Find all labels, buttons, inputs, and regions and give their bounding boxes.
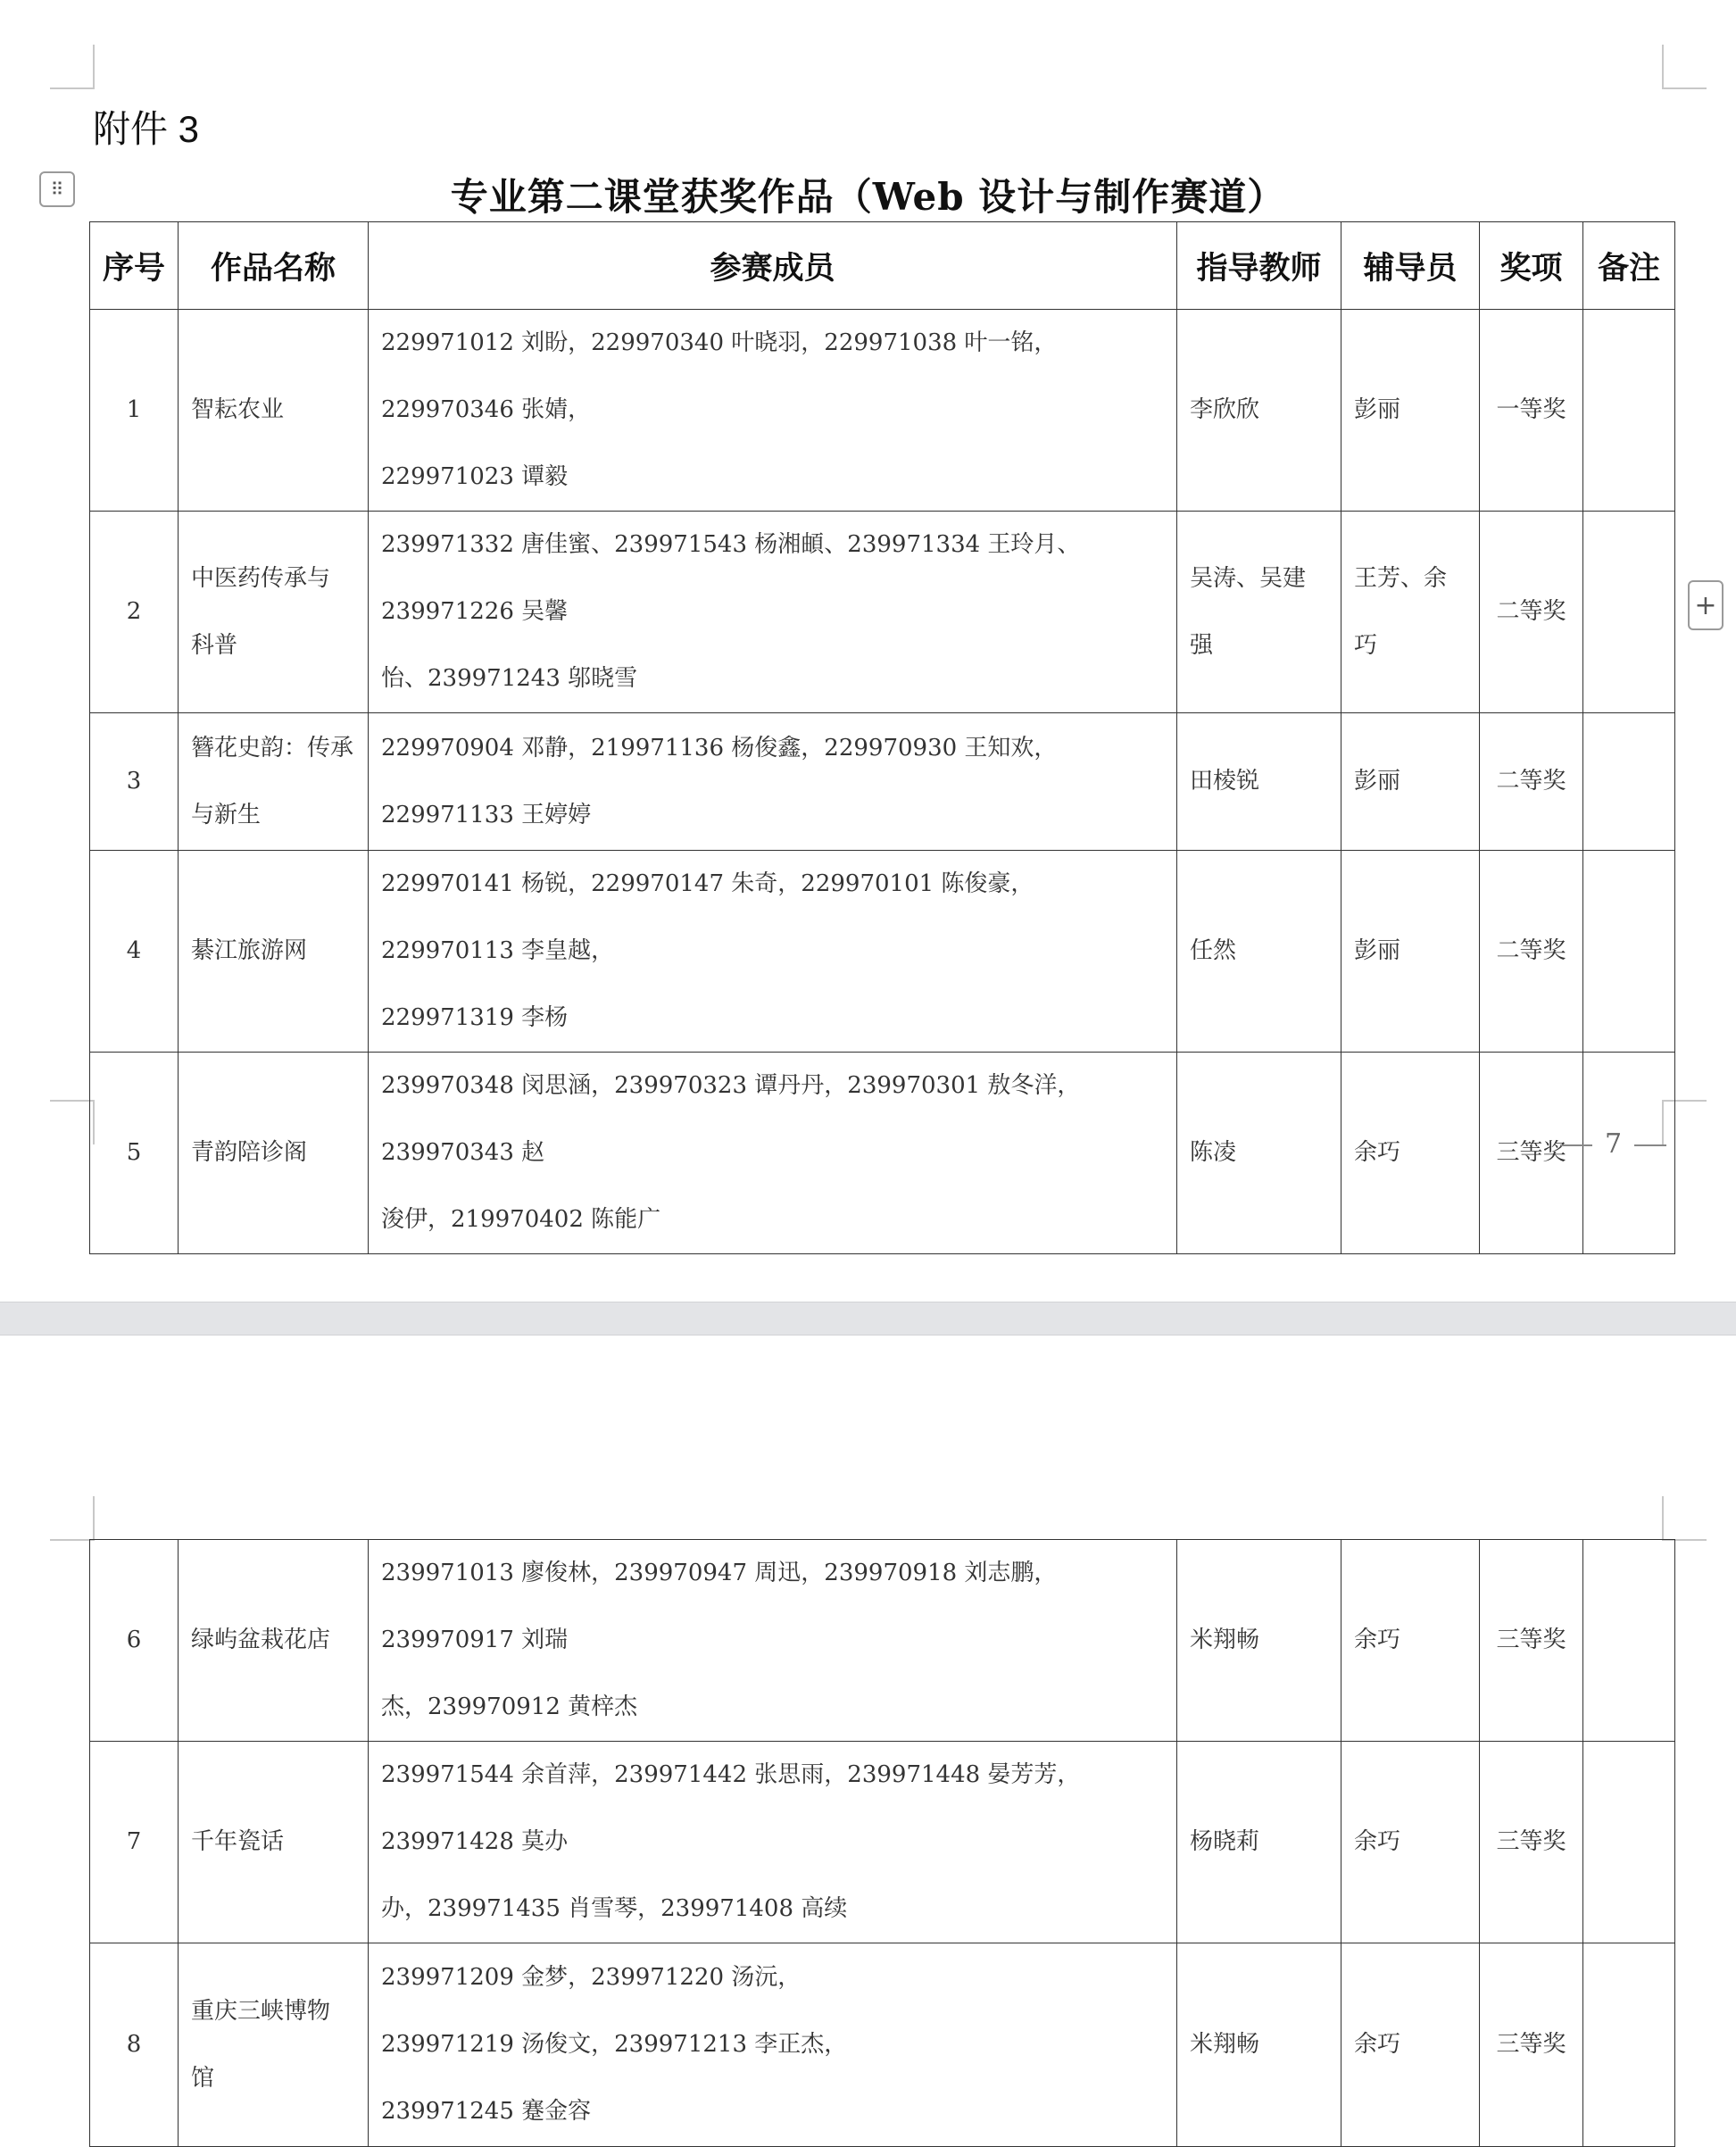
page-corner-mark	[1662, 45, 1707, 89]
cell-counselor: 彭丽	[1341, 713, 1480, 851]
cell-teacher: 陈凌	[1177, 1053, 1341, 1254]
header-remark: 备注	[1583, 222, 1675, 310]
cell-teacher: 米翔畅	[1177, 1943, 1341, 2147]
cell-members-line: 239970348 闵思涵，239970323 谭丹丹，239970301 敖冬洋，239970343 赵	[381, 1072, 1081, 1166]
cell-no: 8	[90, 1943, 179, 2147]
cell-work	[179, 512, 369, 713]
cell-members-line: 229970904 邓静，219971136 杨俊鑫，229970930 王知欢，229971133 王婷婷	[381, 734, 1058, 828]
cell-members	[369, 310, 1177, 512]
cell-counselor: 余巧	[1341, 1540, 1480, 1742]
cell-work	[179, 1053, 369, 1254]
cell-members-line: 239971544 余首萍，239971442 张思雨，239971448 晏芳芳，239971428 莫办	[381, 1761, 1081, 1855]
page-number-text: 7	[1605, 1128, 1623, 1160]
cell-members	[369, 851, 1177, 1053]
cell-work-line: 重庆三峡博物	[191, 1997, 331, 2025]
table-row	[90, 1943, 1675, 2147]
plus-icon: +	[1694, 589, 1717, 621]
cell-members	[369, 1053, 1177, 1254]
table-row	[90, 512, 1675, 713]
cell-teacher: 杨晓莉	[1177, 1742, 1341, 1943]
add-row-button[interactable]	[1688, 580, 1724, 630]
cell-work-line: 簪花史韵：传承	[191, 734, 354, 761]
cell-work	[179, 713, 369, 851]
cell-remark	[1583, 851, 1675, 1053]
cell-members-line: 239971245 蹇金容	[381, 2098, 592, 2125]
cell-counselor: 余巧	[1341, 1053, 1480, 1254]
cell-award: 三等奖	[1480, 1943, 1583, 2147]
awards-table-continued	[89, 1539, 1675, 2147]
table-row	[90, 713, 1675, 851]
cell-remark	[1583, 310, 1675, 512]
attachment-label: 附件 3	[93, 108, 200, 150]
header-counselor: 辅导员	[1341, 222, 1480, 310]
cell-remark	[1583, 1540, 1675, 1742]
cell-work-line: 綦江旅游网	[191, 937, 308, 964]
cell-award: 二等奖	[1480, 512, 1583, 713]
cell-work-line: 青韵陪诊阁	[191, 1139, 308, 1166]
cell-work	[179, 1540, 369, 1742]
page-number	[1548, 1128, 1679, 1160]
cell-no: 4	[90, 851, 179, 1053]
cell-teacher: 田棱锐	[1177, 713, 1341, 851]
cell-members-line: 229970141 杨锐，229970147 朱奇，229970101 陈俊豪，229970113 李皇越，	[381, 870, 1034, 964]
cell-remark	[1583, 713, 1675, 851]
table-row	[90, 1053, 1675, 1254]
cell-counselor: 余巧	[1341, 1742, 1480, 1943]
cell-members-line: 办，239971435 肖雪琴，239971408 高续	[381, 1895, 848, 1922]
cell-teacher: 米翔畅	[1177, 1540, 1341, 1742]
cell-work-line: 中医药传承与	[191, 564, 331, 592]
cell-work-line: 智耘农业	[191, 396, 285, 423]
cell-work	[179, 1943, 369, 2147]
cell-work-line: 科普	[191, 631, 238, 659]
drag-handle-icon: ⠿	[50, 179, 64, 200]
document-title: 专业第二课堂获奖作品（Web 设计与制作赛道）	[450, 175, 1286, 219]
cell-members-line: 229971319 李杨	[381, 1004, 569, 1031]
header-members: 参赛成员	[369, 222, 1177, 310]
cell-counselor: 王芳、余巧	[1341, 512, 1480, 713]
cell-remark	[1583, 1943, 1675, 2147]
table-row	[90, 1742, 1675, 1943]
cell-teacher: 吴涛、吴建强	[1177, 512, 1341, 713]
cell-members	[369, 1742, 1177, 1943]
cell-members-line: 229971012 刘盼，229970340 叶晓羽，229971038 叶一铭，229970346 张婧，	[381, 329, 1058, 423]
cell-work-line: 馆	[191, 2064, 215, 2092]
table-header-row	[90, 222, 1675, 310]
cell-counselor: 余巧	[1341, 1943, 1480, 2147]
table-row	[90, 310, 1675, 512]
cell-members-line: 怡、239971243 邬晓雪	[381, 665, 638, 692]
page-corner-mark	[50, 1496, 95, 1541]
table-row	[90, 1540, 1675, 1742]
cell-no: 3	[90, 713, 179, 851]
cell-members	[369, 512, 1177, 713]
cell-members-line: 239971209 金梦，239971220 汤沅，	[381, 1964, 802, 1991]
cell-work	[179, 310, 369, 512]
cell-work-line: 千年瓷话	[191, 1828, 285, 1855]
cell-members-line: 杰，239970912 黄梓杰	[381, 1693, 638, 1720]
cell-counselor: 彭丽	[1341, 310, 1480, 512]
header-teacher: 指导教师	[1177, 222, 1341, 310]
cell-work	[179, 851, 369, 1053]
cell-counselor: 彭丽	[1341, 851, 1480, 1053]
cell-members-line: 239971332 唐佳蜜、239971543 杨湘頔、239971334 王玲月、239971226 吴馨	[381, 531, 1081, 625]
header-work: 作品名称	[179, 222, 369, 310]
cell-members-line: 浚伊，219970402 陈能广	[381, 1206, 661, 1233]
cell-members-line: 229971023 谭毅	[381, 463, 569, 490]
cell-no: 7	[90, 1742, 179, 1943]
cell-award: 二等奖	[1480, 713, 1583, 851]
cell-work-line: 与新生	[191, 801, 262, 828]
cell-award: 二等奖	[1480, 851, 1583, 1053]
cell-members	[369, 1943, 1177, 2147]
cell-no: 6	[90, 1540, 179, 1742]
page-corner-mark	[50, 45, 95, 89]
cell-members-line: 239971013 廖俊林，239970947 周迅，239970918 刘志鹏，239970917 刘瑞	[381, 1560, 1058, 1653]
cell-no: 2	[90, 512, 179, 713]
cell-award: 三等奖	[1480, 1053, 1583, 1254]
page-corner-mark	[1662, 1496, 1707, 1541]
page-corner-mark	[50, 1100, 95, 1144]
cell-award: 三等奖	[1480, 1742, 1583, 1943]
cell-no: 1	[90, 310, 179, 512]
cell-teacher: 李欣欣	[1177, 310, 1341, 512]
header-no: 序号	[90, 222, 179, 310]
cell-members-line: 239971219 汤俊文，239971213 李正杰，	[381, 2031, 848, 2058]
cell-teacher: 任然	[1177, 851, 1341, 1053]
table-row	[90, 851, 1675, 1053]
cell-members	[369, 713, 1177, 851]
cell-award: 三等奖	[1480, 1540, 1583, 1742]
cell-work-line: 绿屿盆栽花店	[191, 1627, 331, 1653]
cell-remark	[1583, 1742, 1675, 1943]
page-separator	[0, 1302, 1736, 1336]
cell-no: 5	[90, 1053, 179, 1254]
cell-remark	[1583, 512, 1675, 713]
cell-award: 一等奖	[1480, 310, 1583, 512]
header-award: 奖项	[1480, 222, 1583, 310]
awards-table	[89, 221, 1675, 1254]
cell-work	[179, 1742, 369, 1943]
cell-members	[369, 1540, 1177, 1742]
